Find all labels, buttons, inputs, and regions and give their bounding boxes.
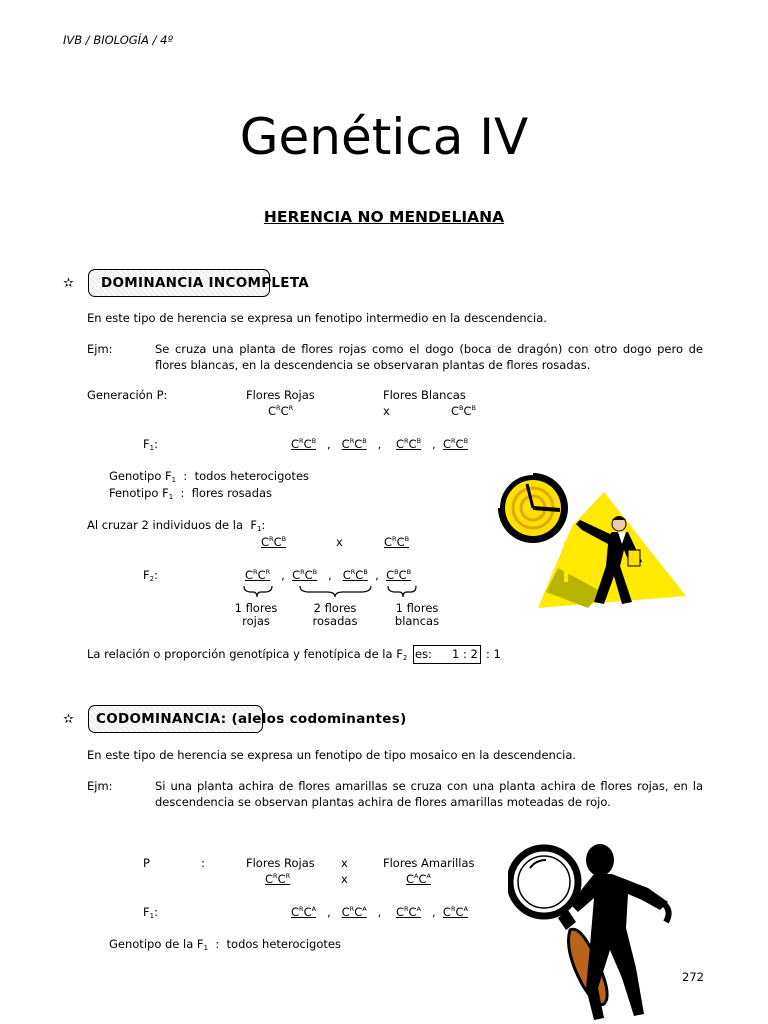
group-label-blancas: 1 flores blancas (394, 601, 440, 628)
s2-genotype-f1: Genotipo de la $F_1$ : todos heterocigotes (109, 937, 341, 952)
p-colon: : (201, 856, 205, 870)
parent2-genotype: $C^BC^B$ (451, 404, 476, 418)
businessman-clock-illustration (492, 472, 692, 612)
magnifying-glass-illustration (508, 838, 680, 1024)
section-title-codominancia: CODOMINANCIA: (alelos codominantes) (96, 711, 407, 727)
section1-intro: En este tipo de herencia se expresa un fenotipo intermedio en la descendencia. (87, 311, 547, 325)
cross2-text: Al cruzar 2 individuos de la $F_1$: (87, 518, 266, 533)
f2-label: $F_2$: (143, 568, 158, 583)
s2-cross-symbol: x (341, 856, 348, 870)
star-bullet-icon: ✫ (63, 712, 74, 727)
section2-intro: En este tipo de herencia se expresa un fenotipo de tipo mosaico en la descendencia. (87, 748, 577, 762)
group-label-rosadas: 2 flores rosadas (312, 601, 358, 628)
section2-example-text: Si una planta achira de flores amarillas se cruza con una planta achira de flores rojas, en la descendencia se observan plantas achira de flores amarillas moteadas de rojo. (155, 779, 703, 809)
genotype-f1: Genotipo $F_1$ : todos heterocigotes (109, 469, 310, 484)
parent1-genotype: $C^RC^R$ (268, 404, 294, 418)
cross2-symbol: x (336, 535, 343, 549)
cross2-parent2: $C^RC^B$ (384, 535, 410, 549)
gen-p-label: Generación P: (87, 388, 168, 402)
s2-cross-symbol-2: x (341, 872, 348, 886)
header-tag: IVB / BIOLOGÍA / 4º (63, 33, 173, 47)
section-title-dominancia: DOMINANCIA INCOMPLETA (101, 275, 310, 291)
page-title: Genética IV (239, 108, 529, 166)
p-label: P (143, 856, 150, 870)
ratio-values: 1 : 2 (452, 647, 478, 661)
s2-parent1-genotype: $C^RC^R$ (265, 872, 291, 886)
s2-parent2-genotype: $C^AC^A$ (406, 872, 431, 886)
f2-offspring-list: $C^RC^R$ , $C^RC^B$ , $C^RC^B$ , $C^BC^B$ (245, 568, 412, 582)
page-subtitle: HERENCIA NO MENDELIANA (263, 208, 505, 226)
parent2-label: Flores Blancas (383, 388, 466, 402)
cross2-parent1: $C^RC^B$ (261, 535, 287, 549)
star-bullet-icon: ✫ (63, 276, 74, 291)
f1-label: $F_1$: (143, 437, 158, 452)
parent1-label: Flores Rojas (246, 388, 315, 402)
page-number: 272 (682, 970, 704, 984)
phenotype-f1: Fenotipo $F_1$ : flores rosadas (109, 486, 273, 501)
s2-parent2-label: Flores Amarillas (383, 856, 475, 870)
section1-example-label: Ejm: (87, 342, 113, 356)
section1-example-text: Se cruza una planta de flores rojas como el dogo (boca de dragón) con otro dogo pero de flores blancas, en la descendencia se observaran plantas de flores rosadas. (155, 342, 703, 372)
ratio-text: La relación o proporción genotípica y fenotípica de la $F_2$ (87, 647, 408, 662)
ratio-tail: : 1 (486, 647, 501, 661)
section2-example-label: Ejm: (87, 779, 113, 793)
group-label-rojas: 1 flores rojas (234, 601, 278, 628)
s2-parent1-label: Flores Rojas (246, 856, 315, 870)
s2-f1-offspring-list: $C^RC^A$ , $C^RC^A$ , $C^RC^A$ , $C^RC^A$ (291, 905, 468, 919)
cross-symbol: x (383, 404, 390, 418)
f1-offspring-list: $C^RC^B$ , $C^RC^B$ , $C^RC^B$ , $C^RC^B$ (291, 437, 469, 451)
s2-f1-label: $F_1$: (143, 905, 158, 920)
ratio-es: es: (415, 647, 432, 661)
f2-braces (243, 584, 453, 598)
